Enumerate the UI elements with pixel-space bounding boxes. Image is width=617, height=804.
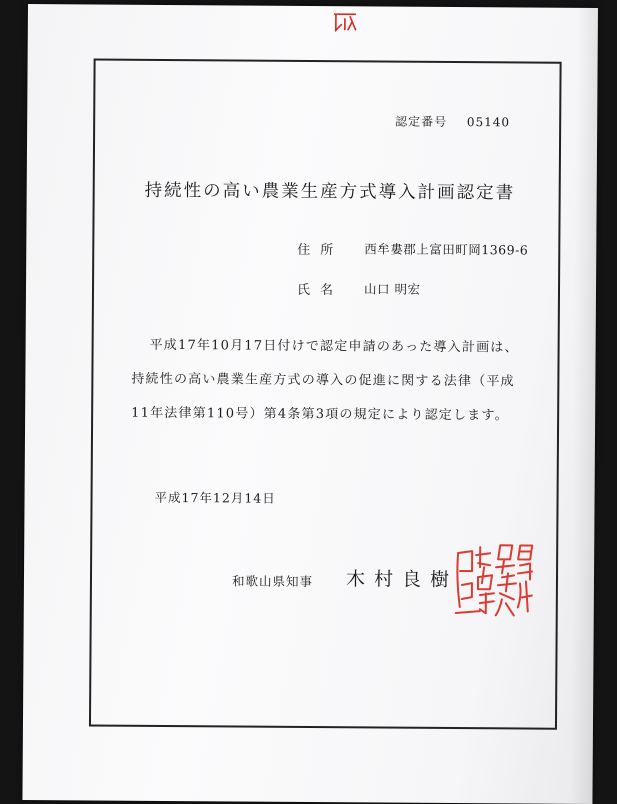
paper-shadow (570, 8, 598, 804)
issuer-title: 和歌山県知事 (231, 573, 314, 590)
governor-official-seal (450, 537, 537, 622)
certificate-title: 持続性の高い農業生産方式導入計画認定書 (144, 180, 516, 204)
body-line-3: 11年法律第110号）第4条第3項の規定により認定します。 (131, 405, 509, 424)
certificate-number-label: 認定番号 (395, 114, 448, 129)
issuer-name: 木村良樹 (345, 568, 459, 592)
top-seal-stamp (330, 8, 360, 34)
certificate-number-value: 05140 (466, 115, 511, 130)
name-label: 氏名 (296, 282, 344, 299)
address-value: 西牟婁郡上富田町岡1369-6 (364, 241, 529, 258)
certificate-border (89, 58, 562, 729)
certificate-number (395, 113, 510, 131)
body-line-2: 持続性の高い農業生産方式の導入の促進に関する法律（平成 (131, 371, 515, 390)
name-value: 山口 明宏 (363, 281, 421, 297)
certificate-paper (22, 4, 598, 804)
address-label: 住所 (297, 242, 344, 259)
issue-date: 平成17年12月14日 (154, 489, 276, 506)
body-line-1: 平成17年10月17日付けで認定申請のあった導入計画は、 (149, 337, 519, 356)
